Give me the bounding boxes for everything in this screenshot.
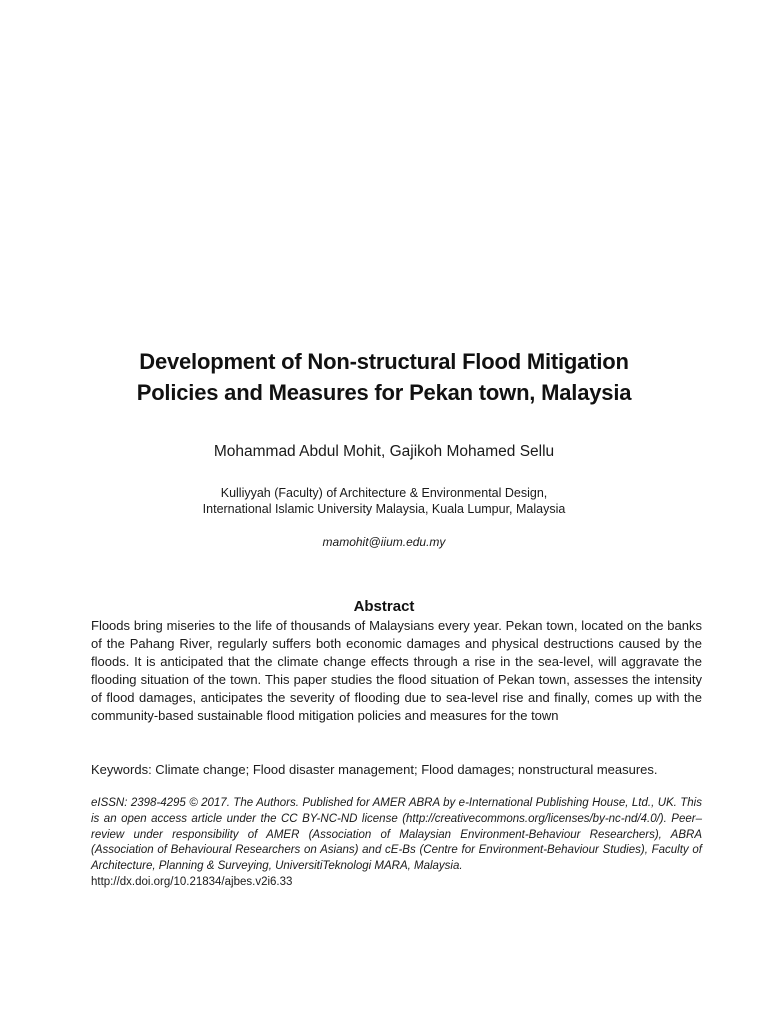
author-email: mamohit@iium.edu.my [322,535,446,549]
abstract-heading: Abstract [353,598,415,615]
license-notice: eISSN: 2398-4295 © 2017. The Authors. Published for AMER ABRA by e-International Publishing House, Ltd., UK. This is an open access article under the CC BY-NC-ND license (http://creativecommons.org/licenses/by-nc-nd/4.0/). Peer–review under responsibility of AMER (Association of Malaysian Environment-Behaviour Researchers), ABRA (Association of Behavioural Researchers on Asians) and cE-Bs (Centre for Environment-Behaviour Studies), Faculty of Architecture, Planning & Surveying, UniversitiTeknologi MARA, Malaysia. [91,797,702,873]
doi-link[interactable]: http://dx.doi.org/10.21834/ajbes.v2i6.33 [91,876,293,888]
paper-title-line-2: Policies and Measures for Pekan town, Malaysia [136,380,632,405]
affiliation [60,485,708,517]
paper-title-line-1: Development of Non-structural Flood Mitigation [139,349,629,374]
paper-title [60,346,708,408]
keywords: Keywords: Climate change; Flood disaster management; Flood damages; nonstructural measures. [91,762,658,777]
abstract-text: Floods bring miseries to the life of thousands of Malaysians every year. Pekan town, located on the banks of the Pahang River, regularly suffers both economic damages and physical destructions caused by the floods. It is anticipated that the climate change effects through a rise in the sea-level, will aggravate the flooding situation of the town. This paper studies the flood situation of Pekan town, assesses the intensity of flood damages, anticipates the severity of flooding due to sea-level rise and finally, comes up with the community-based sustainable flood mitigation policies and measures for the town [91,618,702,723]
affiliation-line-1: Kulliyyah (Faculty) of Architecture & Environmental Design, [220,486,548,500]
author-list: Mohammad Abdul Mohit, Gajikoh Mohamed Sellu [213,443,555,460]
affiliation-line-2: International Islamic University Malaysia, Kuala Lumpur, Malaysia [202,502,566,516]
